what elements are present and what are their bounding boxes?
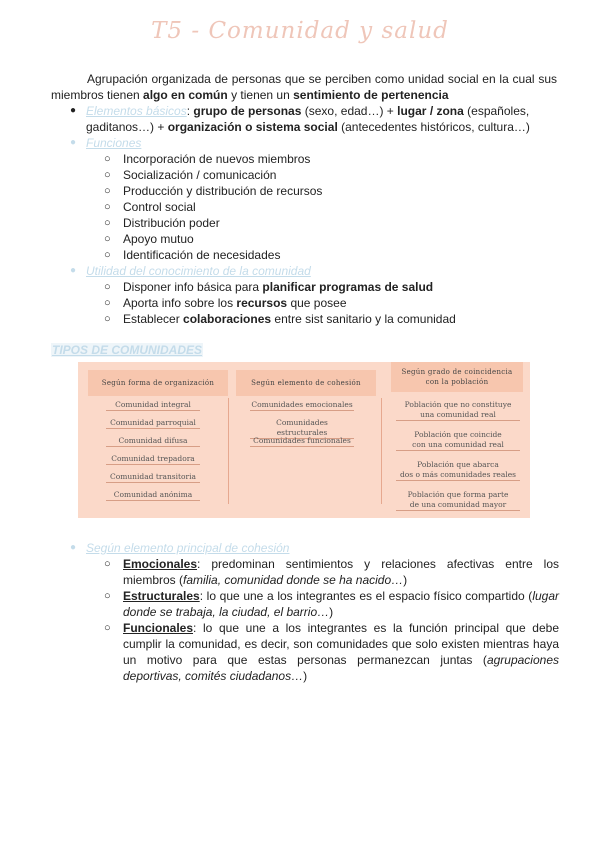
list-item: ○ Funcionales: lo que une a los integrantes es la función principal que debe cumplir la comunidad, es decir, son comunidades que solo existen mientras haya un motivo para que estas personas permanezcan juntas (agrupaciones deportivas, comités ciudadanos…) bbox=[104, 621, 559, 683]
circle-bullet-icon: ○ bbox=[104, 201, 111, 213]
bullet-icon: ● bbox=[70, 542, 77, 553]
circle-bullet-icon: ○ bbox=[104, 153, 111, 165]
list-item: ○ Establecer colaboraciones entre sist sanitario y la comunidad bbox=[104, 312, 456, 326]
table-cell: Comunidad integral bbox=[106, 400, 200, 411]
section-header: Según elemento principal de cohesión bbox=[86, 541, 290, 555]
table-cell: Comunidades funcionales bbox=[250, 436, 354, 447]
list-item: ○ Emocionales: predominan sentimientos y relaciones afectivas entre los miembros (familia, comunidad donde se ha nacido…) bbox=[104, 557, 559, 587]
circle-bullet-icon: ○ bbox=[104, 297, 111, 309]
table-cell: Comunidades estructurales bbox=[250, 418, 354, 439]
circle-bullet-icon: ○ bbox=[104, 313, 111, 325]
list-item-elementos: ● Elementos básicos: grupo de personas (sexo, edad…) + lugar / zona (españoles, gaditanos…) + organización o sistema social (antecedentes históricos, cultura…) bbox=[70, 104, 530, 134]
bullet-icon: ● bbox=[70, 265, 77, 276]
column-header: Según forma de organización bbox=[88, 370, 228, 396]
list-item: ○ Socialización / comunicación bbox=[104, 168, 277, 182]
circle-bullet-icon: ○ bbox=[104, 169, 111, 181]
table-cell: Comunidad transitoria bbox=[106, 472, 200, 483]
circle-bullet-icon: ○ bbox=[104, 590, 111, 602]
list-item: ○ Estructurales: lo que une a los integrantes es el espacio físico compartido (lugar donde se trabaja, la ciudad, el barrio…) bbox=[104, 589, 559, 619]
table-cell: Comunidad parroquial bbox=[106, 418, 200, 429]
page-title: T5 - Comunidad y salud bbox=[151, 18, 449, 44]
table-cell: Población que abarca dos o más comunidades reales bbox=[396, 460, 520, 481]
list-item-funciones bbox=[70, 135, 558, 151]
section-header: Elementos básicos bbox=[86, 104, 187, 118]
bullet-icon: ● bbox=[70, 137, 77, 148]
list-item: ○ Control social bbox=[104, 200, 196, 214]
section-header: Utilidad del conocimiento de la comunidad bbox=[86, 264, 311, 278]
column-header: Según elemento de cohesión bbox=[236, 370, 376, 396]
tipos-comunidades-table bbox=[78, 362, 530, 518]
table-cell: Comunidad trepadora bbox=[106, 454, 200, 465]
circle-bullet-icon: ○ bbox=[104, 558, 111, 570]
column-header: Según grado de coincidencia con la población bbox=[391, 362, 523, 392]
bullet-icon: ● bbox=[70, 105, 77, 116]
circle-bullet-icon: ○ bbox=[104, 233, 111, 245]
list-item: ○ Disponer info básica para planificar programas de salud bbox=[104, 280, 434, 294]
table-cell: Población que no constituye una comunidad real bbox=[396, 400, 520, 421]
table-cell: Población que coincide con una comunidad real bbox=[396, 430, 520, 451]
list-item: ○ Incorporación de nuevos miembros bbox=[104, 152, 311, 166]
circle-bullet-icon: ○ bbox=[104, 622, 111, 634]
table-cell: Comunidades emocionales bbox=[251, 400, 353, 409]
list-item-cohesion bbox=[70, 540, 558, 556]
circle-bullet-icon: ○ bbox=[104, 249, 111, 261]
list-item: ○ Apoyo mutuo bbox=[104, 232, 194, 246]
table-cell: Comunidad anónima bbox=[106, 490, 200, 501]
list-item: ○ Distribución poder bbox=[104, 216, 220, 230]
circle-bullet-icon: ○ bbox=[104, 281, 111, 293]
list-item: ○ Aporta info sobre los recursos que posee bbox=[104, 296, 347, 310]
table-cell: Comunidad difusa bbox=[106, 436, 200, 447]
table-cell: Población que forma parte de una comunidad mayor bbox=[396, 490, 520, 511]
divider bbox=[381, 398, 382, 504]
section-header: Funciones bbox=[86, 136, 142, 150]
circle-bullet-icon: ○ bbox=[104, 217, 111, 229]
list-item-utilidad bbox=[70, 263, 558, 279]
tipos-label: TIPOS DE COMUNIDADES bbox=[52, 343, 203, 357]
divider bbox=[228, 398, 229, 504]
circle-bullet-icon: ○ bbox=[104, 185, 111, 197]
list-item: ○ Producción y distribución de recursos bbox=[104, 184, 323, 198]
intro-paragraph: Agrupación organizada de personas que se perciben como unidad social en la cual sus miembros tienen algo en común y tienen un sentimiento de pertenencia bbox=[51, 72, 557, 102]
list-item: ○ Identificación de necesidades bbox=[104, 248, 281, 262]
